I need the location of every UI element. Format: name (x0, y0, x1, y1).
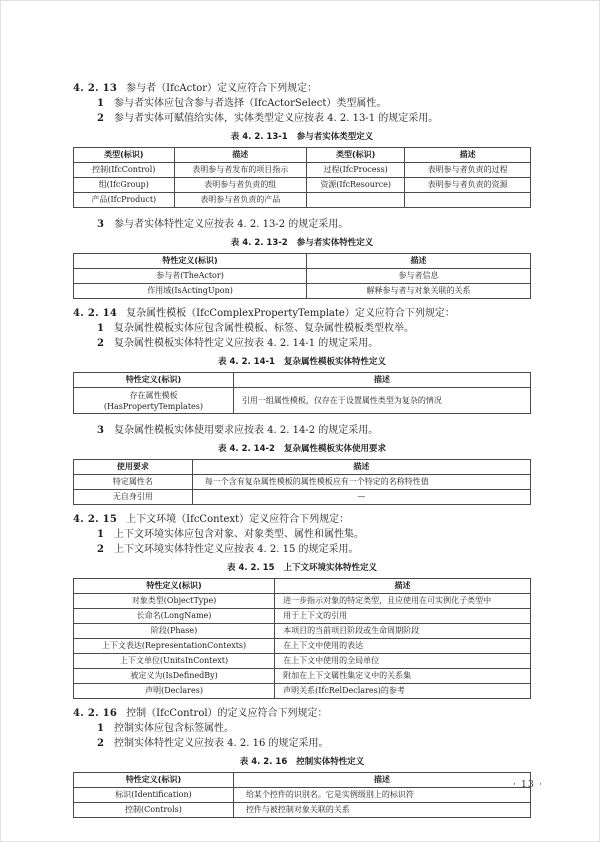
item-number: 1 (97, 323, 104, 334)
table-cell: 用于上下文的引用 (275, 609, 531, 624)
table-title: 复杂属性模板实体特性定义 (283, 357, 386, 367)
column-header: 描述 (275, 579, 531, 594)
table-4-2-14-2 (73, 459, 531, 505)
column-header: 描述 (233, 373, 530, 388)
table-cell: — (192, 490, 530, 505)
table-caption-4-2-15 (73, 563, 531, 574)
table-cell: 声明关系(IfcRelDeclares)的参考 (275, 684, 531, 699)
table-cell: 被定义为(IsDefinedBy) (74, 669, 275, 684)
table-row (74, 654, 531, 669)
column-header: 类型(标识) (307, 148, 405, 163)
clause-number: 4. 2. 15 (73, 514, 118, 525)
clause-heading-4-2-15 (73, 512, 531, 527)
clause-item (73, 336, 531, 351)
table-cell: 表明参与者负责的过程 (405, 163, 531, 178)
clause-item (73, 111, 531, 126)
clause-title: 参与者（IfcActor）定义应符合下列规定： (126, 83, 318, 94)
table-label: 表 4. 2. 13-1 (230, 132, 288, 142)
table-header-row (74, 773, 531, 788)
table-cell: 特定属性名 (74, 475, 193, 490)
table-row (74, 178, 531, 193)
table-header-row (74, 579, 531, 594)
item-text: 参与者实体可赋值给实体，实体类型定义应按表 4. 2. 13-1 的规定采用。 (113, 113, 439, 124)
clause-heading-4-2-14 (73, 306, 531, 321)
table-row (74, 803, 531, 818)
item-text: 复杂属性模板实体使用要求应按表 4. 2. 14-2 的规定采用。 (113, 425, 379, 436)
table-cell: 本项目的当前项目阶段或生命周期阶段 (275, 624, 531, 639)
clause-number: 4. 2. 16 (73, 708, 118, 719)
table-title: 参与者实体特性定义 (296, 238, 374, 248)
table-caption-4-2-13-1 (73, 132, 531, 143)
clause-item (73, 321, 531, 336)
table-cell: 上下文表达(RepresentationContexts) (74, 639, 275, 654)
clause-number: 4. 2. 14 (73, 308, 118, 319)
table-cell: 控制(Controls) (74, 803, 234, 818)
clause-title: 上下文环境（IfcContext）定义应符合下列规定： (126, 514, 350, 525)
table-cell: 进一步指示对象的特定类型，且应使用在可实例化子类型中 (275, 594, 531, 609)
column-header: 特性定义(标识) (74, 373, 234, 388)
table-row (74, 163, 531, 178)
table-label: 表 4. 2. 14-1 (218, 357, 275, 367)
table-label: 表 4. 2. 14-2 (218, 444, 275, 454)
table-row (74, 609, 531, 624)
item-text: 控制实体应包含标签属性。 (113, 723, 234, 734)
table-caption-4-2-16 (73, 757, 531, 768)
table-title: 参与者实体类型定义 (296, 132, 374, 142)
clause-item (73, 96, 531, 111)
table-cell: 参与者(TheActor) (74, 269, 307, 284)
clause-item (73, 736, 531, 751)
table-cell: 表明参与者负责的组 (174, 178, 307, 193)
table-cell: 控件与被控制对象关联的关系 (233, 803, 530, 818)
table-cell: 资源(IfcResource) (307, 178, 405, 193)
table-row (74, 388, 531, 414)
table-row (74, 669, 531, 684)
table-cell: 附加在上下文属性集定义中的关系集 (275, 669, 531, 684)
table-cell: 每一个含有复杂属性模板的属性模板应有一个特定的名称特性值 (192, 475, 530, 490)
table-row (74, 624, 531, 639)
table-row (74, 788, 531, 803)
table-4-2-13-1 (73, 147, 531, 208)
table-cell: 引用一组属性模板，仅存在于设置属性类型为复杂的情况 (233, 388, 530, 414)
clause-item (73, 542, 531, 557)
item-text: 上下文环境实体应包含对象、对象类型、属性和属性集。 (113, 529, 364, 540)
table-cell: 过程(IfcProcess) (307, 163, 405, 178)
table-cell: 长命名(LongName) (74, 609, 275, 624)
table-cell: 给某个控件的识别名。它是实例级别上的标识符 (233, 788, 530, 803)
table-cell: 表明参与者负责的资源 (405, 178, 531, 193)
clause-heading-4-2-13 (73, 81, 531, 96)
table-row (74, 594, 531, 609)
table-4-2-14-1 (73, 372, 531, 414)
column-header: 描述 (405, 148, 531, 163)
table-cell: 在上下文中使用的表达 (275, 639, 531, 654)
table-cell (74, 388, 234, 414)
table-header-row (74, 148, 531, 163)
table-cell: 阶段(Phase) (74, 624, 275, 639)
page-number: · 13 · (512, 779, 543, 790)
table-row (74, 193, 531, 208)
table-cell: 在上下文中使用的全局单位 (275, 654, 531, 669)
table-label: 表 4. 2. 16 (239, 757, 288, 767)
table-header-row (74, 373, 531, 388)
item-number: 2 (97, 113, 104, 124)
table-title: 控制实体特性定义 (296, 757, 365, 767)
table-row (74, 269, 531, 284)
table-cell: 表明参与者发布的项目指示 (174, 163, 307, 178)
item-text: 复杂属性模板实体特性定义应按表 4. 2. 14-1 的规定采用。 (113, 338, 379, 349)
column-header: 使用要求 (74, 460, 193, 475)
table-row (74, 475, 531, 490)
clause-title: 控制（IfcControl）的定义应符合下列规定： (126, 708, 328, 719)
clause-number: 4. 2. 13 (73, 83, 118, 94)
clause-title: 复杂属性模板（IfcComplexPropertyTemplate）定义应符合下列规定： (126, 308, 455, 319)
clause-item (73, 217, 531, 232)
table-row (74, 639, 531, 654)
column-header: 描述 (233, 773, 530, 788)
property-name-line1: 存在属性模板 (129, 390, 178, 400)
item-text: 参与者实体特性定义应按表 4. 2. 13-2 的规定采用。 (113, 219, 349, 230)
column-header: 特性定义(标识) (74, 579, 275, 594)
clause-item (73, 423, 531, 438)
column-header: 描述 (192, 460, 530, 475)
property-name-line2: (HasPropertyTemplates) (103, 401, 203, 411)
table-cell: 解释参与者与对象关联的关系 (307, 284, 531, 299)
clause-heading-4-2-16 (73, 706, 531, 721)
table-cell: 表明参与者负责的产品 (174, 193, 307, 208)
item-text: 参与者实体应包含参与者选择（IfcActorSelect）类型属性。 (113, 98, 387, 109)
item-number: 1 (97, 529, 104, 540)
table-cell: 参与者信息 (307, 269, 531, 284)
table-cell: 产品(IfcProduct) (74, 193, 175, 208)
table-cell (405, 193, 531, 208)
clause-item (73, 721, 531, 736)
table-4-2-13-2 (73, 253, 531, 299)
table-caption-4-2-14-2 (73, 444, 531, 455)
item-text: 上下文环境实体特性定义应按表 4. 2. 15 的规定采用。 (113, 544, 359, 555)
clause-item (73, 527, 531, 542)
item-number: 1 (97, 723, 104, 734)
table-title: 复杂属性模板实体使用要求 (283, 444, 386, 454)
item-number: 2 (97, 738, 104, 749)
table-cell: 标识(Identification) (74, 788, 234, 803)
table-header-row (74, 460, 531, 475)
table-cell: 对象类型(ObjectType) (74, 594, 275, 609)
column-header: 描述 (174, 148, 307, 163)
table-caption-4-2-13-2 (73, 238, 531, 249)
table-label: 表 4. 2. 13-2 (230, 238, 288, 248)
table-cell: 无自身引用 (74, 490, 193, 505)
table-caption-4-2-14-1 (73, 357, 531, 368)
item-number: 2 (97, 544, 104, 555)
table-row (74, 490, 531, 505)
table-title: 上下文环境实体特性定义 (283, 563, 377, 573)
column-header: 特性定义(标识) (74, 254, 307, 269)
item-number: 3 (97, 425, 104, 436)
table-header-row (74, 254, 531, 269)
item-text: 复杂属性模板实体应包含属性模板、标签、复杂属性模板类型枚举。 (113, 323, 414, 334)
page-content (73, 81, 531, 818)
column-header: 特性定义(标识) (74, 773, 234, 788)
item-text: 控制实体特性定义应按表 4. 2. 16 的规定采用。 (113, 738, 329, 749)
table-cell: 控制(IfcControl) (74, 163, 175, 178)
table-cell (307, 193, 405, 208)
item-number: 1 (97, 98, 104, 109)
table-4-2-16 (73, 772, 531, 818)
column-header: 类型(标识) (74, 148, 175, 163)
table-row (74, 684, 531, 699)
table-label: 表 4. 2. 15 (226, 563, 275, 573)
table-row (74, 284, 531, 299)
column-header: 描述 (307, 254, 531, 269)
table-4-2-15 (73, 578, 531, 699)
table-cell: 作用域(IsActingUpon) (74, 284, 307, 299)
item-number: 3 (97, 219, 104, 230)
table-cell: 组(IfcGroup) (74, 178, 175, 193)
table-cell: 上下文单位(UnitsInContext) (74, 654, 275, 669)
table-cell: 声明(Declares) (74, 684, 275, 699)
item-number: 2 (97, 338, 104, 349)
